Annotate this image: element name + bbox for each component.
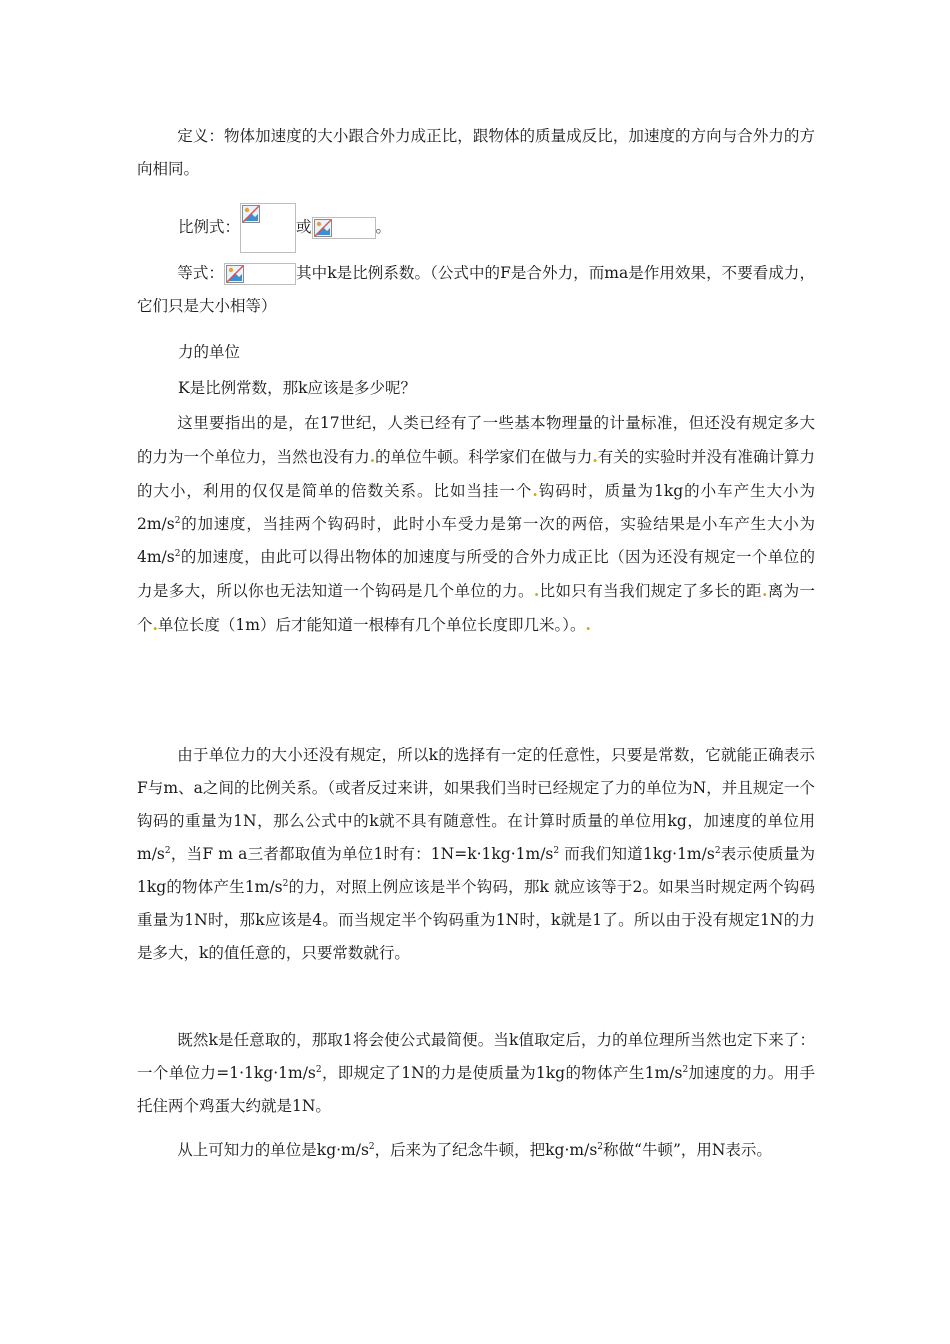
proportion-end: 。 (375, 218, 392, 236)
marker-dot: . (585, 615, 591, 634)
history-text-h: 离为一个 (137, 582, 815, 634)
marker-dot: . (532, 481, 538, 500)
or-text: 或 (296, 218, 312, 236)
broken-image-icon (226, 265, 244, 283)
equation-label: 等式： (177, 264, 224, 282)
superscript: 2 (174, 548, 181, 559)
proportion-label: 比例式： (178, 218, 241, 236)
history-text-e: 的加速度，当挂两个钩码时，此时小车受力是第一次的两倍，实验结果是小车产生大小为4m/s (137, 515, 815, 566)
superscript: 2 (553, 845, 560, 856)
superscript: 2 (174, 515, 181, 526)
history-text-i: 单位长度（1m）后才能知道一根棒有几个单位长度即几米。）。 (157, 616, 586, 634)
superscript: 2 (315, 1064, 322, 1075)
history-text-a: 这里要指出的是，在17世纪，人类已经有了一些基本物理量的计量标准，但还没有规定多大的力为一个单位力，当然也没有力 (137, 414, 815, 466)
unit-text-b: ，当F m a三者都取值为单位1时有：1N=k·1kg·1m/s (170, 845, 554, 863)
newton-paragraph (137, 1134, 815, 1167)
marker-dot: . (369, 447, 376, 466)
history-text-b: 的单位牛顿。科学家们在做与力 (375, 448, 593, 466)
newton-text-c: 称做“牛顿”，用N表示。 (603, 1141, 772, 1159)
simplest-paragraph (137, 1024, 815, 1123)
definition-text: 定义：物体加速度的大小跟合外力成正比，跟物体的质量成反比，加速度的方向与合外力的方向相同。 (137, 127, 815, 178)
unit-text-c: 而我们知道1kg·1m/s (559, 845, 715, 863)
superscript: 2 (714, 845, 721, 856)
marker-dot: . (761, 581, 768, 600)
equation-paragraph (137, 257, 815, 323)
newton-text-a: 从上可知力的单位是kg·m/s (177, 1141, 369, 1159)
section-heading: 力的单位 (178, 343, 241, 361)
history-text-g: 比如只有当我们规定了多长的距 (539, 582, 762, 600)
equation-text: 其中k是比例系数。（公式中的F是合外力，而ma是作用效果，不要看成力，它们只是大小相等） (137, 264, 815, 315)
history-text-f: 的加速度，由此可以得出物体的加速度与所受的合外力成正比（因为还没有规定一个单位的力是多大，所以你也无法知道一个钩码是几个单位的力。 (137, 548, 815, 600)
unit-text-d: 表示使质量为1kg的物体产生1m/s (137, 845, 815, 896)
question-line: K是比例常数，那k应该是多少呢？ (178, 379, 416, 397)
definition-paragraph (137, 120, 815, 186)
simplest-text-c: 加速度的力。用手托住两个鸡蛋大约就是1N。 (137, 1064, 815, 1115)
broken-image-icon (314, 219, 332, 237)
history-text-d: 钩码时，质量为1kg的小车产生大小为2m/s (137, 482, 815, 533)
broken-image-icon (242, 205, 260, 223)
unit-text-a: 由于单位力的大小还没有规定，所以k的选择有一定的任意性，只要是常数，它就能正确表示F与m、a之间的比例关系。（或者反过来讲，如果我们当时已经规定了力的单位为N，并且规定一个钩码的重量为1N，那么公式中的k就不具有随意性。在计算时质量的单位用kg，加速度的单位用m/s (137, 746, 815, 863)
marker-dot: . (152, 615, 158, 634)
marker-dot: . (592, 447, 598, 466)
proportion-formula-image-1 (240, 203, 296, 253)
superscript: 2 (282, 878, 289, 889)
proportion-line (178, 203, 391, 253)
newton-text-b: ，后来为了纪念牛顿，把kg·m/s (374, 1141, 598, 1159)
proportion-formula-image-2 (312, 217, 376, 239)
simplest-text-a: 既然k是任意取的，那取1将会使公式最简便。当k值取定后，力的单位理所当然也定下来了：一个单位力=1·1kg·1m/s (137, 1031, 815, 1082)
equation-formula-image (224, 263, 296, 285)
simplest-text-b: ，即规定了1N的力是使质量为1kg的物体产生1m/s (321, 1064, 683, 1082)
history-text-c: 有关的实验时并没有准确计算力的大小，利用的仅仅是简单的倍数关系。比如当挂一个 (137, 448, 815, 500)
superscript: 2 (597, 1141, 604, 1152)
superscript: 2 (682, 1064, 689, 1075)
unit-choice-paragraph (137, 739, 815, 970)
superscript: 2 (164, 845, 171, 856)
superscript: 2 (368, 1141, 375, 1152)
unit-text-e: 的力，对照上例应该是半个钩码，那k 就应该等于2。如果当时规定两个钩码重量为1N时，那k应该是4。而当规定半个钩码重为1N时，k就是1了。所以由于没有规定1N的力是多大，k的值任意的，只要常数就行。 (137, 878, 815, 962)
history-paragraph (137, 407, 815, 642)
marker-dot: . (533, 581, 540, 600)
